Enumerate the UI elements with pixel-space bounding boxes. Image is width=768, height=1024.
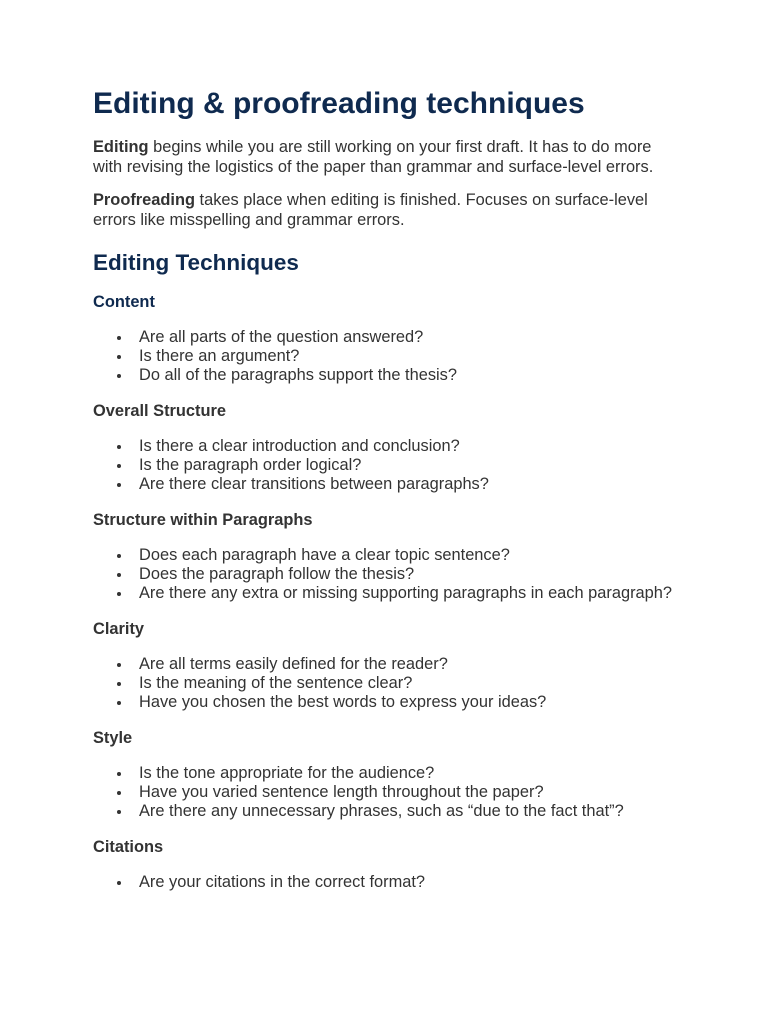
content-heading: Content — [93, 293, 155, 311]
proofreading-term: Proofreading — [93, 191, 195, 209]
proofreading-definition — [93, 191, 683, 230]
list-item: Is there an argument? — [139, 347, 683, 366]
citations-list — [93, 873, 683, 892]
proofreading-description: takes place when editing is finished. Focuses on surface-level errors like misspelling and grammar errors. — [93, 191, 648, 229]
section-heading: Editing Techniques — [93, 250, 299, 275]
clarity-list — [93, 655, 683, 712]
list-item: Are all parts of the question answered? — [139, 328, 683, 347]
list-item: Is the meaning of the sentence clear? — [139, 674, 683, 693]
list-item: Are there clear transitions between paragraphs? — [139, 475, 683, 494]
structure-within-paragraphs-heading: Structure within Paragraphs — [93, 511, 313, 529]
page-title: Editing & proofreading techniques — [93, 87, 585, 120]
list-item: Does the paragraph follow the thesis? — [139, 565, 683, 584]
overall-structure-heading: Overall Structure — [93, 402, 226, 420]
content-list — [93, 328, 683, 385]
list-item: Do all of the paragraphs support the thesis? — [139, 366, 683, 385]
style-list — [93, 764, 683, 821]
overall-structure-list — [93, 437, 683, 494]
editing-definition — [93, 138, 683, 177]
structure-within-paragraphs-list — [93, 546, 683, 603]
document-page — [93, 86, 683, 892]
list-item: Does each paragraph have a clear topic sentence? — [139, 546, 683, 565]
list-item: Is the tone appropriate for the audience? — [139, 764, 683, 783]
list-item: Are your citations in the correct format? — [139, 873, 683, 892]
list-item: Are there any unnecessary phrases, such as “due to the fact that”? — [139, 802, 683, 821]
list-item: Is there a clear introduction and conclusion? — [139, 437, 683, 456]
citations-heading: Citations — [93, 838, 164, 856]
editing-description: begins while you are still working on your first draft. It has to do more with revising the logistics of the paper than grammar and surface-level errors. — [93, 138, 654, 176]
list-item: Are all terms easily defined for the reader? — [139, 655, 683, 674]
style-heading: Style — [93, 729, 133, 747]
list-item: Are there any extra or missing supporting paragraphs in each paragraph? — [139, 584, 683, 603]
list-item: Have you chosen the best words to express your ideas? — [139, 693, 683, 712]
list-item: Is the paragraph order logical? — [139, 456, 683, 475]
list-item: Have you varied sentence length throughout the paper? — [139, 783, 683, 802]
editing-term: Editing — [93, 138, 149, 156]
clarity-heading: Clarity — [93, 620, 145, 638]
